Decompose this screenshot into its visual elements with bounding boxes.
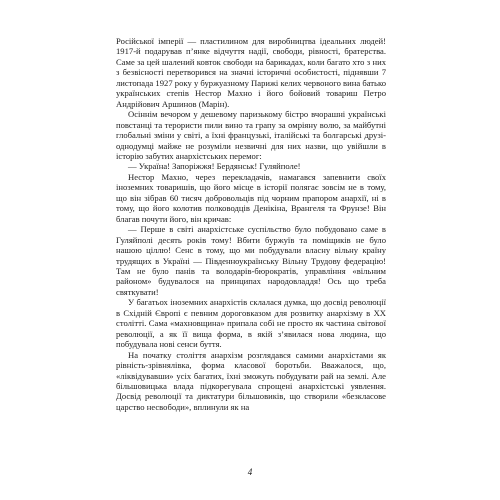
body-text xyxy=(116,36,386,412)
paragraph-1: Російської імперії — пластилином для виробництва ідеальних людей! 1917-й подарував п’янке відчуття надії, свободи, рівності, братерства. Саме за цей шалений ковток свободи на барикадах, коли багато хто з них з безвісності перетворився на значні історичні особистості, піднявши 7 листопада 1927 року у буржуазному Парижі келих червоного вина батько українських степів Нестор Махно і його бойовий товариш Петро Андрійович Аршинов (Марін). xyxy=(116,36,386,109)
page-number: 4 xyxy=(247,467,253,477)
paragraph-3: — Україна! Запоріжжя! Бердянськ! Гуляйполе! xyxy=(128,161,301,172)
paragraph-2: Осіннім вечором у дешевому паризькому бістро вчорашні українські повстанці та терористи пили вино та грапу за омріяну волю, за майбутні глобальні зміни у світі, а їхні французькі, італійські та болгарські друзі-однодумці майже не розуміли незвичні для них назви, що увійшли в історію забутих анархістських перемог: xyxy=(116,109,386,161)
paragraph-6: У багатьох іноземних анархістів склалася думка, що досвід революції в Східній Європі є певним дороговказом для розвитку анархізму в XX столітті. Сама «махновщина» припала собі не просто як частина світової революції, а як її вища форма, в якій з’явилася нова людина, що побудувала нові сенси буття. xyxy=(116,297,386,350)
paragraph-5: — Перше в світі анархістське суспільство було побудовано саме в Гуляйполі десять років тому! Вбити буржуїв та поміщиків не було нашою ціллю! Сенс в тому, що ми побудували власну вільну країну трудящих в Україні — Південноукраїнську Вільну Трудову федерацію! Там не було панів та володарів-бюрократів, управління «вільним районом» будувалося на принципах народовладдя! Ось що треба святкувати! xyxy=(116,224,386,297)
paragraph-4: Нестор Махно, через перекладачів, намагався запевнити своїх іноземних товаришів, що його місце в історії полягає зовсім не в тому, що він зібрав 60 тисяч добровольців під чорним прапором анархії, ні в тому, що його колотив полководців Денікіна, Врангеля та Фрунзе! Він благав почути його, він кричав: xyxy=(116,171,386,224)
paragraph-7: На початку століття анархізм розглядався самими анархістами як рівність-зрівнялівка, форма класової боротьби. Вважалося, що, «ліквідувавши» усіх багатих, їхні зможуть побудувати рай на землі. Але більшовицька влада підкорегувала спрощені анархістські уявлення. Досвід революції та диктатури більшовиків, що створили «безкласове царство несвободи», вплинули як на xyxy=(116,349,386,412)
